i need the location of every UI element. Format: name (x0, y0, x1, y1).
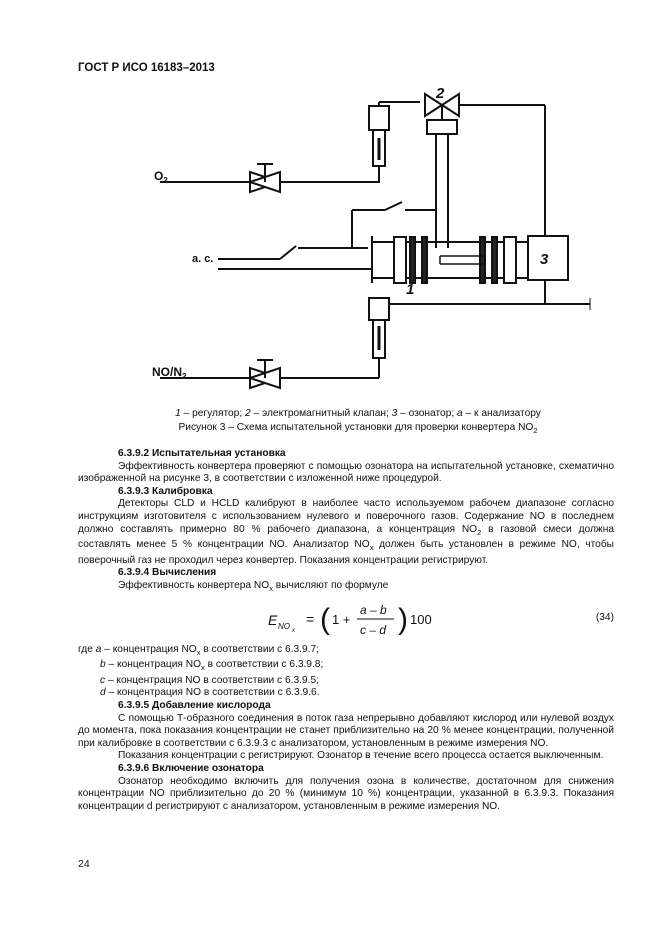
no-n2-label: $NO/N_2$ (152, 365, 187, 381)
svg-text:): ) (398, 602, 408, 636)
solenoid-valve-right (442, 94, 459, 116)
where-item-d: d – концентрация NO в соответствии с 6.3.9.6. (100, 687, 320, 699)
solenoid-coil (427, 120, 457, 134)
ac-label: a. c. (192, 253, 214, 265)
paragraph: Эффективность конвертера проверяют с помощью озонатора на испытательной установке, схематично изображенной на рисунке 3, в соответствии с изложенной ниже процедурой. (78, 460, 614, 485)
svg-text:100: 100 (410, 611, 432, 627)
document-header: ГОСТ Р ИСО 16183–2013 (78, 62, 215, 74)
svg-text:(: ( (320, 602, 330, 636)
figure-legend: 1 – регулятор; 2 – электромагнитный клапан; 3 – озонатор; a – к анализатору (175, 408, 541, 419)
figure-number-3: 3 (540, 251, 549, 268)
section-heading: 6.3.9.3 Калибровка (118, 485, 213, 497)
paragraph: Озонатор необходимо включить для получения озона в количестве, достаточном для снижения концентрации NO приблизительно до 20 % (минимум 10 %) концентрации, указанной в 6.3.9.3. Показания концентрации d регистрируют с анализатором, установленным в режиме измерения NO. (78, 775, 614, 812)
formula-row (78, 598, 614, 642)
regulator-bottom (369, 298, 389, 320)
section-heading: 6.3.9.2 Испытательная установка (118, 448, 286, 459)
o2-label: $O_2$ (154, 169, 168, 185)
paragraph: Показания концентрации с регистрируют. Озонатор в течение всего процесса остается выключенным. (118, 750, 604, 762)
svg-text:a – b: a – b (360, 602, 387, 617)
formula-34 (268, 598, 498, 642)
equation-number: (34) (595, 611, 614, 623)
section-heading: 6.3.9.4 Вычисления (118, 567, 217, 579)
svg-text:NO: NO (278, 621, 290, 631)
paragraph: С помощью Т-образного соединения в поток газа непрерывно добавляют кислород или нулевой воздух до момента, пока показания концентрации не станет приблизительно на 20 % менее концентрации, полученной при калибровке в соответствии с 6.3.9.3 с анализатором, установленным в режиме измерения NO. (78, 712, 614, 749)
section-heading: 6.3.9.5 Добавление кислорода (118, 700, 271, 712)
svg-text:x: x (292, 627, 295, 634)
page-number: 24 (78, 858, 90, 870)
paragraph: Детекторы CLD и HCLD калибруют в наиболее часто используемом рабочем диапазоне согласно инструкциям изготовителя с использованием нулевого и поверочного газов. Содержание NO в последнем должно составлять примерно 80 % рабочего диапазона, а концентрация $NO_2$ в газовой смеси должна составлять менее 5 % концентрации NO. Анализатор $NO_x$ должен быть установлен в режиме NO, чтобы поверочный газ не проходил через конвертер. Показания концентрации регистрируют. (78, 498, 615, 566)
figure-caption: Рисунок 3 – Схема испытательной установки для проверки конвертера $NO_2$ (178, 422, 538, 436)
svg-text:=: = (306, 610, 315, 627)
svg-text:1 +: 1 + (332, 611, 351, 627)
where-item-b: b – концентрация $NO_x$ в соответствии с 6.3.9.8; (100, 659, 324, 673)
section-heading: 6.3.9.6 Включение озонатора (118, 763, 264, 775)
figure-number-1: 1 (406, 281, 415, 298)
test-setup-schematic (140, 88, 600, 398)
svg-text:E: E (268, 611, 278, 628)
body-text (78, 448, 614, 813)
where-item-a: где a – концентрация $NO_x$ в соответствии с 6.3.9.7; (78, 643, 320, 657)
regulator-top (369, 106, 389, 130)
figure-number-2: 2 (436, 88, 445, 102)
where-item-c: c – концентрация NO в соответствии с 6.3.9.5; (100, 674, 319, 686)
paragraph: Эффективность конвертера $NO_x$ вычисляют по формуле (118, 580, 389, 594)
svg-text:c – d: c – d (360, 622, 387, 637)
